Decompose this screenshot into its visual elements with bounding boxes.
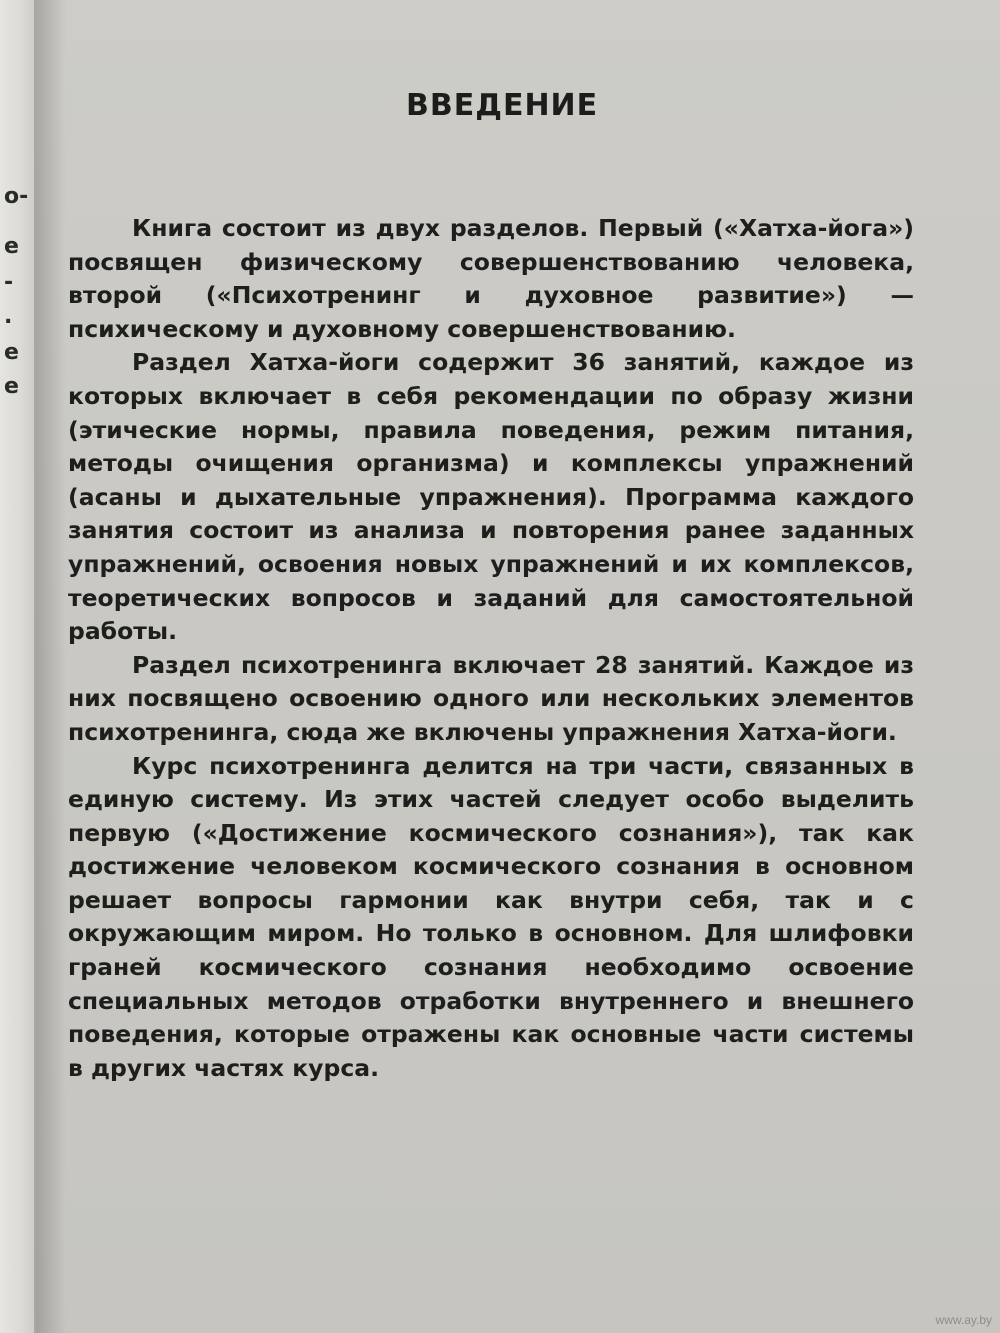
page-title: ВВЕДЕНИЕ [406,88,599,123]
paragraph: Раздел психотренинга включает 28 занятий. Каждое из них посвящено освоению одного или нескольких элементов психотренинга, сюда же включены упражнения Хатха-йоги. [68,650,914,746]
previous-page-edge [0,0,36,1333]
book-page [36,0,1000,1333]
paragraph: Книга состоит из двух разделов. Первый («Хатха-йога») посвящен физическому совершенствованию человека, второй («Психотренинг и духовное развитие») — психическому и духовному совершенствованию. [68,214,914,343]
prev-page-fragment: - [4,270,14,295]
page-gutter-shadow [36,0,66,1333]
watermark: www.ay.by [935,1313,992,1327]
paragraph: Курс психотренинга делится на три части, связанных в единую систему. Из этих частей следует особо выделить первую («Достижение космического сознания»), так как достижение человеком космического сознания в основном решает вопросы гармонии как внутри себя, так и с окружающим миром. Но только в основном. Для шлифовки граней космического сознания необходимо освоение специальных методов отработки внутреннего и внешнего поведения, которые отражены как основные части системы в других частях курса. [68,751,914,1082]
prev-page-fragment: е [4,234,19,259]
paragraph: Раздел Хатха-йоги содержит 36 занятий, каждое из которых включает в себя рекомендации по образу жизни (этические нормы, правила поведения, режим питания, методы очищения организма) и комплексы упражнений (асаны и дыхательные упражнения). Программа каждого занятия состоит из анализа и повторения ранее заданных упражнений, освоения новых упражнений и их комплексов, теоретических вопросов и заданий для самостоятельной работы. [68,348,914,646]
body-text [68,212,914,1085]
prev-page-fragment: . [4,304,13,329]
prev-page-fragment: е [4,374,19,399]
prev-page-fragment: о- [4,184,29,209]
prev-page-fragment: е [4,340,19,365]
